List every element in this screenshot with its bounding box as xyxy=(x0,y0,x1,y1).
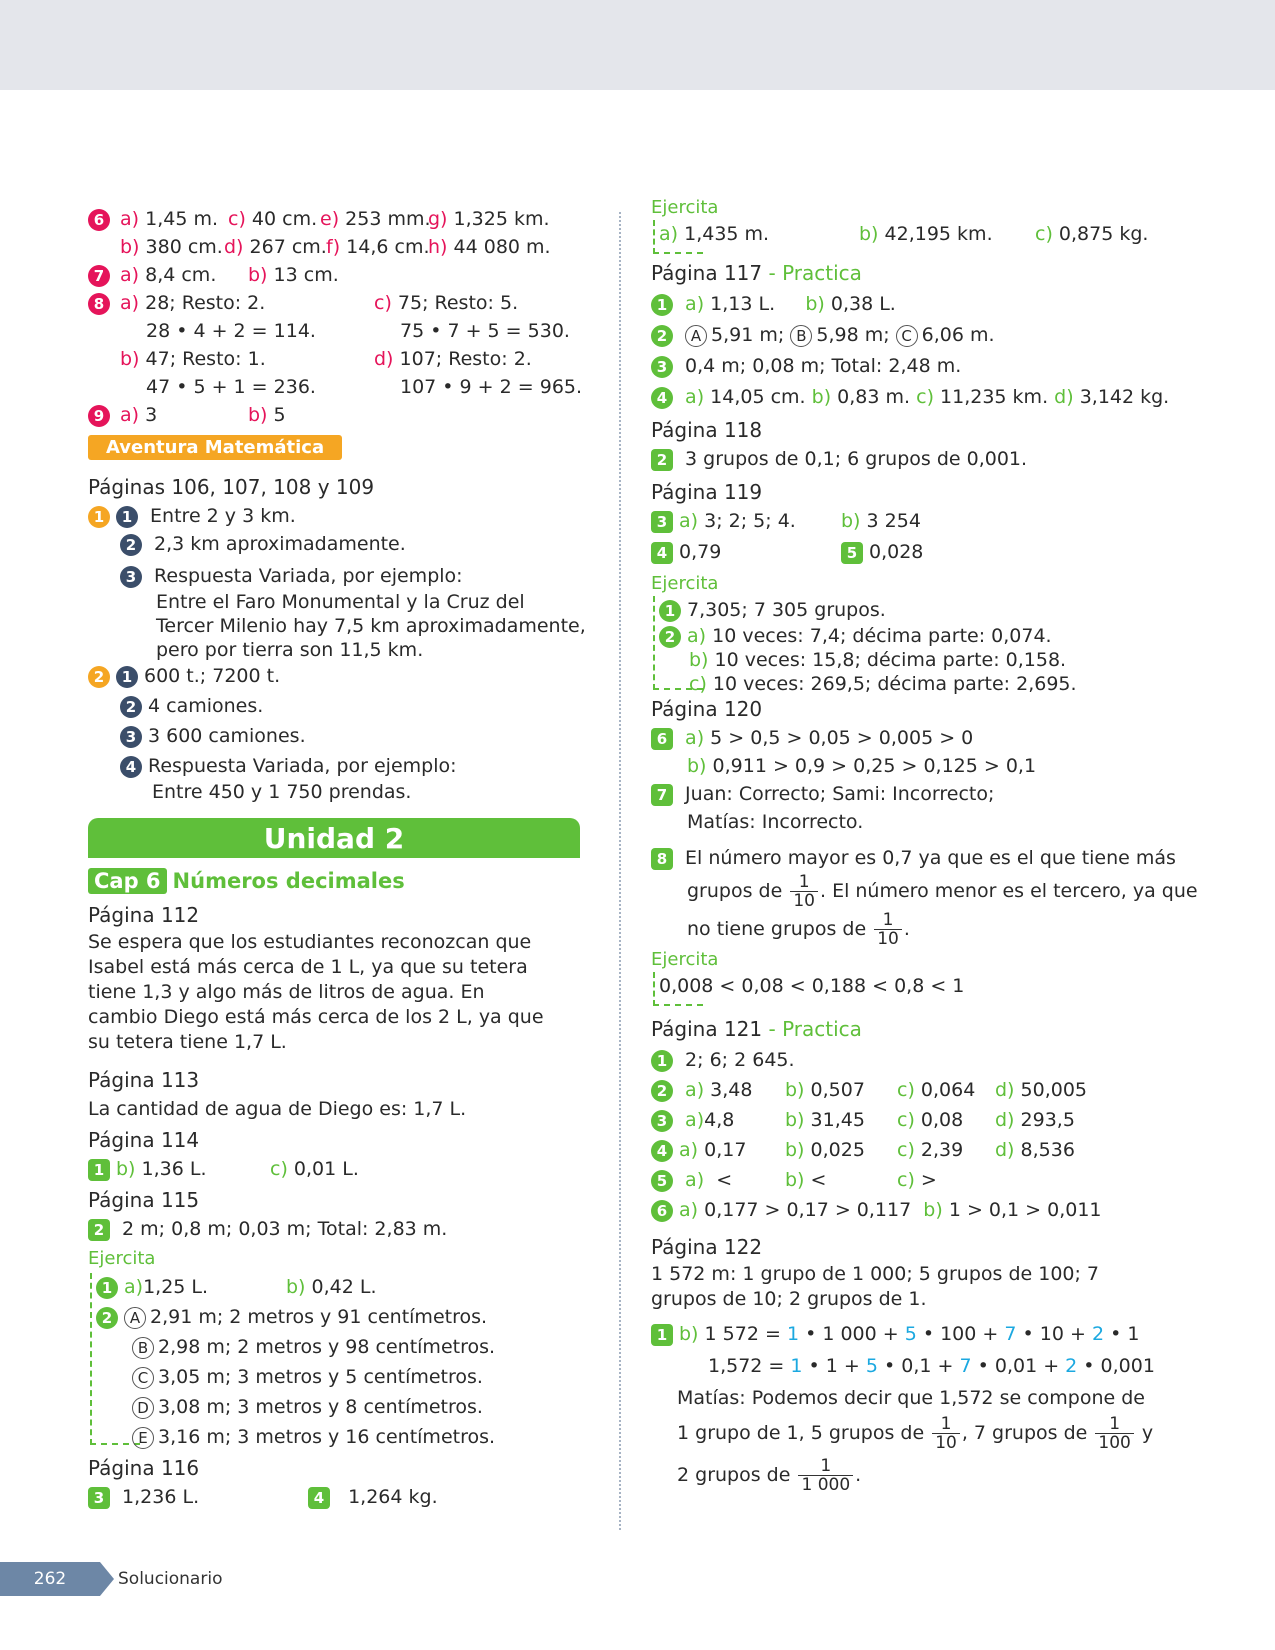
unit-banner: Unidad 2 xyxy=(88,818,580,858)
page-116-title: Página 116 xyxy=(88,1456,200,1480)
chapter-badge: Cap 6 xyxy=(88,868,167,894)
number-badge: 2 xyxy=(88,1219,110,1241)
footer-label: Solucionario xyxy=(118,1569,223,1589)
number-badge: 3 xyxy=(651,1110,673,1132)
number-badge: 6 xyxy=(88,209,110,231)
number-badge: 4 xyxy=(120,756,142,778)
page-122-eq2: 1,572 = 1 • 1 + 5 • 0,1 + 7 • 0,01 + 2 • 0,001 xyxy=(708,1355,1155,1377)
ejercita-box: 1 7,305; 7 305 grupos. 2 a) 10 veces: 7,4; décima parte: 0,074. b) 10 veces: 15,8; décima parte: 0,158. c) 10 veces: 269,5; décima parte: 2,695. xyxy=(653,596,703,690)
fraction: $\frac{1}{1 000}$ xyxy=(798,1457,853,1494)
exercise-9: 9 a) 3 b) 5 xyxy=(88,401,588,429)
page-116-answer: 3 1,236 L. 4 1,264 kg. xyxy=(88,1483,588,1511)
number-badge: 8 xyxy=(651,848,673,870)
page-120-title: Página 120 xyxy=(651,697,763,721)
number-badge: 4 xyxy=(651,542,673,564)
number-badge: 1 xyxy=(651,1324,673,1346)
ejercita-label: Ejercita xyxy=(651,949,719,970)
page-119-title: Página 119 xyxy=(651,480,763,504)
number-badge: 3 xyxy=(88,1487,110,1509)
number-badge: 2 xyxy=(96,1307,118,1329)
number-badge: 1 xyxy=(651,1050,673,1072)
left-column xyxy=(88,205,588,1511)
number-badge: 2 xyxy=(651,1080,673,1102)
number-badge: 5 xyxy=(841,542,863,564)
ejercita-label: Ejercita xyxy=(88,1248,156,1269)
page-122-eq1: 1 b) 1 572 = 1 • 1 000 + 5 • 100 + 7 • 10 + 2 • 1 xyxy=(651,1320,1211,1348)
number-badge: 6 xyxy=(651,1200,673,1222)
number-badge: 2 xyxy=(120,534,142,556)
number-badge: 4 xyxy=(651,387,673,409)
number-badge: 1 xyxy=(659,600,681,622)
number-badge: 2 xyxy=(659,626,681,648)
exercise-7: 7 a) 8,4 cm. b) 13 cm. xyxy=(88,261,588,289)
number-badge: 7 xyxy=(88,265,110,287)
aventura-1: 1 1 Entre 2 y 3 km. 2 2,3 km aproximadamente. 3 Respuesta Variada, por ejemplo: Entre el Faro Monumental y la Cruz del Tercer Milenio hay 7,5 km aproximadamente, pero por tierra son 11,5 km. xyxy=(88,502,588,662)
page-122-title: Página 122 xyxy=(651,1235,763,1259)
page-121-title: Página 121 - Practica xyxy=(651,1017,862,1041)
number-badge: 3 xyxy=(651,511,673,533)
fraction: $\frac{1}{100}$ xyxy=(1095,1415,1133,1452)
number-badge: 1 xyxy=(116,666,138,688)
page-122-text: 1 572 m: 1 grupo de 1 000; 5 grupos de 100; 7 grupos de 10; 2 grupos de 1. xyxy=(651,1263,1100,1310)
number-badge: 6 xyxy=(651,728,673,750)
number-badge: 2 xyxy=(120,696,142,718)
number-badge: 3 xyxy=(651,356,673,378)
ejercita-box: 0,008 < 0,08 < 0,188 < 0,8 < 1 xyxy=(653,972,703,1006)
number-badge: 1 xyxy=(651,294,673,316)
number-badge: 7 xyxy=(651,784,673,806)
ejercita-label: Ejercita xyxy=(651,197,719,218)
number-badge: 2 xyxy=(88,666,110,688)
fraction: $\frac{1}{10}$ xyxy=(790,873,818,910)
number-badge: 1 xyxy=(116,506,138,528)
number-badge: 2 xyxy=(651,449,673,471)
number-badge: 5 xyxy=(651,1170,673,1192)
number-badge: 4 xyxy=(651,1140,673,1162)
page-113-title: Página 113 xyxy=(88,1068,200,1092)
ejercita-box: a) 1,435 m. b) 42,195 km. c) 0,875 kg. xyxy=(653,220,703,254)
page-115-title: Página 115 xyxy=(88,1188,200,1212)
page-112-title: Página 112 xyxy=(88,903,200,927)
aventura-2: 2 1 600 t.; 7200 t. 2 4 camiones. 3 3 600 camiones. 4 Respuesta Variada, por ejemplo: Entre 450 y 1 750 prendas. xyxy=(88,662,588,804)
page-number-tab: 262 xyxy=(0,1562,100,1596)
page-114-title: Página 114 xyxy=(88,1128,200,1152)
aventura-pages: Páginas 106, 107, 108 y 109 xyxy=(88,475,375,499)
page-115-answer: 2 2 m; 0,8 m; 0,03 m; Total: 2,83 m. xyxy=(88,1215,588,1243)
page-112-text: Se espera que los estudiantes reconozcan que Isabel está más cerca de 1 L, ya que su tetera tiene 1,3 y algo más de litros de agua. En cambio Diego está más cerca de los 2 L, ya que su tetera tiene 1,7 L. xyxy=(88,931,544,1053)
page-114-answer: 1 b) 1,36 L. c) 0,01 L. xyxy=(88,1155,588,1183)
page-113-text: La cantidad de agua de Diego es: 1,7 L. xyxy=(88,1098,467,1120)
right-column: Ejercita a) 1,435 m. b) 42,195 km. c) 0,875 kg. Página 117 - Practica 1 a) 1,13 L. b) 0,38 L. 2 A 5,91 m; B 5,98 m; C 6,06 m. 3 0,4 m; 0,08 m; Total: 2,48 m. 4 a) 14,05 cm. b) 0,83 m. c) 11,235 km. d) 3,142 kg. Página 118 2 3 grupos de 0,1; 6 grupos de 0,001. Página 119 3 a) 3; 2; 5; 4. b) 3 254 4 0,79 5 0,028 Ejercita 1 7,305; 7 305 grupos. 2 a) 10 veces: 7,4; décima parte: 0,074. b) 10 veces: 15,8; décima parte: 0,158. c) 10 veces: 269,5; décima parte: 2,695. Página 120 6 a) 5 > 0,5 > 0,05 > 0,005 > 0 b) 0,911 > 0,9 > 0,25 > 0,125 > 0,1 7 Juan: Correcto; Sami: Incorrecto; Matías: Incorrecto. 8 El número mayor es 0,7 ya que es el que tiene más grupos de $\frac{1}{10}$ . El número menor es el tercero, ya que no tiene grupos de $\frac{1}{10}$ . Ejercita 0,008 < 0,08 < 0,188 < 0,8 < 1 Página 121 - Practica 1 2; 6; 2 645. 2 a) 3,48 b) 0,507 c) 0,064 d) 50,005 3 a)4,8 b) 31,45 c) 0,08 d) 293,5 4 a) 0,17 b) 0,025 c) 2,39 d) 8,536 5 a) < b) < c) > 6 a) 0,177 > 0,17 > 0,117 b) 1 > 0,1 > 0,011 Página 122 1 572 m: 1 grupo de 1 000; 5 grupos de 100; 7 grupos de 10; 2 grupos de 1. 1 b) 1 572 = 1 • 1 000 + 5 • 100 + 7 • 10 + 2 • 1 1,572 = 1 • 1 + 5 • 0,1 + 7 • 0,01 + 2 • 0,001 Matías: Podemos decir que 1,572 se compone de 1 grupo de 1, 5 grupos de $\frac{1}{10}$ , 7 grupos de $\frac{1}{100}$ y 2 grupos de $\frac{1}{1 000}$ . xyxy=(651,196,1211,1496)
ejercita-box: 1 a)1,25 L. b) 0,42 L. 2 A 2,91 m; 2 metros y 91 centímetros. B 2,98 m; 2 metros y 98 centímetros. C 3,05 m; 3 metros y 5 centímetros. D 3,08 m; 3 metros y 8 centímetros. E 3,16 m; 3 metros y 16 centímetros. xyxy=(90,1273,140,1445)
chapter-title: Números decimales xyxy=(172,869,405,893)
number-badge: 3 xyxy=(120,726,142,748)
exercise-6: 6 a) 1,45 m. c) 40 cm. e) 253 mm. g) 1,325 km. b) 380 cm. d) 267 cm. f) 14,6 cm. h) 44 080 m. xyxy=(88,205,588,261)
page-117-title: Página 117 - Practica xyxy=(651,261,862,285)
number-badge: 4 xyxy=(308,1487,330,1509)
number-badge: 2 xyxy=(651,325,673,347)
top-band xyxy=(0,0,1275,90)
number-badge: 8 xyxy=(88,293,110,315)
fraction: $\frac{1}{10}$ xyxy=(932,1415,960,1452)
number-badge: 3 xyxy=(120,566,142,588)
page-118-title: Página 118 xyxy=(651,418,763,442)
number-badge: 1 xyxy=(88,1159,110,1181)
number-badge: 9 xyxy=(88,405,110,427)
aventura-banner: Aventura Matemática xyxy=(88,435,342,460)
number-badge: 1 xyxy=(88,506,110,528)
number-badge: 1 xyxy=(96,1277,118,1299)
exercise-8: 8 a) 28; Resto: 2. c) 75; Resto: 5. 28 • 4 + 2 = 114. 75 • 7 + 5 = 530. b) 47; Resto: 1. d) 107; Resto: 2. 47 • 5 + 1 = 236. 107 • 9 + 2 = 965. xyxy=(88,289,588,401)
fraction: $\frac{1}{10}$ xyxy=(874,911,902,948)
ejercita-label: Ejercita xyxy=(651,573,719,594)
